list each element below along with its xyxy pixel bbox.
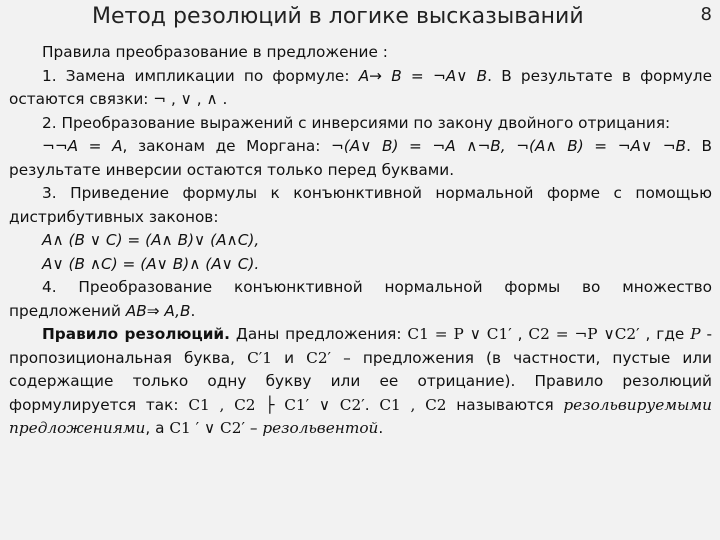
- resolution-text-1: Даны предложения:: [229, 325, 408, 343]
- rule-2-laws-text: , законам де Моргана:: [122, 137, 331, 155]
- rule-1-formula: A→ B = ¬A∨ B: [358, 66, 488, 85]
- slide-title: Метод резолюций в логике высказываний: [92, 4, 584, 29]
- clause-c2: C2 = ¬P ∨C2′: [528, 325, 640, 343]
- distributive-law-2: A∨ (B ∧C) = (A∨ B)∧ (A∨ C).: [42, 254, 260, 273]
- resolution-text-4: - пропозициональная буква,: [9, 325, 712, 367]
- resolution-text-2: ,: [511, 325, 529, 343]
- double-negation-formula: ¬¬A = A: [42, 137, 123, 155]
- clause-c1-prime: C′1: [247, 348, 273, 367]
- resolution-text-9: , а: [145, 419, 170, 437]
- rule-4-formula: AB⇒ A,B: [125, 301, 191, 320]
- rule-4-text: 4. Преобразование конъюнктивной нормальной формы во множество предложений: [9, 278, 712, 320]
- resolution-text-6: – предложения (в частности, пустые или содержащие только одну букву или ее отрицание). Правило резолюций формулируется так:: [9, 348, 712, 414]
- de-morgan-formulas: ¬(A∨ B) = ¬A ∧¬B, ¬(A∧ B) = ¬A∨ ¬B: [330, 137, 687, 155]
- resolution-formula: C1 , C2 ├ C1′ ∨ C2′: [188, 395, 365, 414]
- slide-body: [9, 41, 712, 441]
- resolution-rule: [9, 323, 712, 441]
- resolution-text-10: –: [244, 419, 263, 437]
- resolution-text-7: .: [364, 395, 380, 414]
- rule-4-text-end: .: [190, 301, 196, 320]
- rule-1-text-end: . В результате в формуле остаются связки: ¬ , ∨ , ∧ .: [9, 66, 712, 108]
- resolution-rule-title: Правило резолюций.: [42, 325, 230, 343]
- rule-2-laws-text-end: . В результате инверсии остаются только перед буквами.: [9, 137, 712, 179]
- rule-1: [9, 65, 712, 112]
- letter-p: P: [690, 325, 701, 343]
- rule-1-text: 1. Замена импликации по формуле:: [42, 66, 359, 85]
- resolution-text-11: .: [378, 419, 384, 437]
- resolution-text-3: , где: [639, 325, 691, 343]
- resolution-text-5: и: [272, 348, 307, 367]
- clause-c2-prime: C2′: [306, 348, 332, 367]
- resolution-text-8: называются: [446, 395, 564, 414]
- resolvable-pair: C1 , C2: [379, 395, 447, 414]
- term-resolvent: резольвентой: [262, 419, 379, 437]
- resolvent-formula: C1 ′ ∨ C2′: [169, 419, 245, 437]
- rule-2-laws: [9, 135, 712, 182]
- page-number: 8: [700, 4, 712, 25]
- rule-4: [9, 276, 712, 323]
- clause-c1: C1 = P ∨ C1′: [407, 325, 512, 343]
- distributive-law-1: A∧ (B ∨ C) = (A∧ B)∨ (A∧C),: [42, 231, 260, 249]
- rule-3: 3. Приведение формулы к конъюнктивной нормальной форме с помощью дистрибутивных законов:: [9, 184, 712, 226]
- term-resolvable-clauses: резольвируемыми предложениями: [9, 395, 713, 437]
- rule-2: 2. Преобразование выражений с инверсиями по закону двойного отрицания:: [42, 113, 671, 132]
- intro-line: Правила преобразование в предложение :: [42, 43, 388, 61]
